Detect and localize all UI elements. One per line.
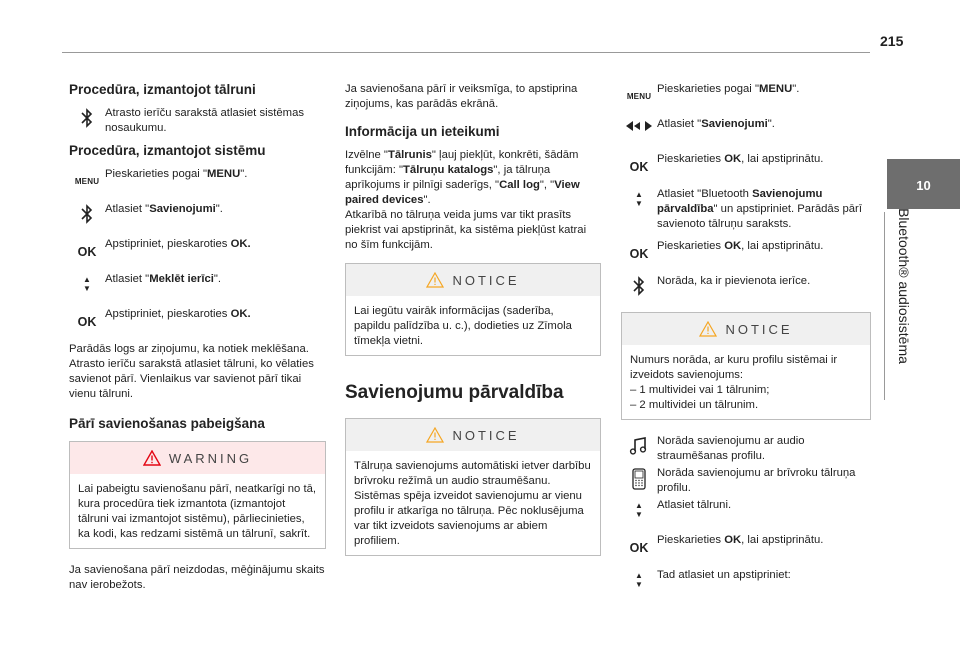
step-text-bold: OK. (230, 308, 251, 320)
warning-box (69, 441, 326, 549)
heading-pairing-end: Pārī savienošanas pabeigšana (69, 416, 265, 431)
info-text-bold: Tālruņu katalogs (403, 164, 494, 176)
notice-label: NOTICE (725, 321, 793, 337)
step-text: Norāda, ka ir pievienota ierīce. (657, 275, 811, 287)
notice-label: NOTICE (452, 427, 520, 443)
retry-paragraph: Ja savienošana pārī neizdodas, mēģinājumu skaits nav ierobežots. (69, 564, 325, 591)
bluetooth-icon (633, 276, 645, 296)
link-arrows-icon (625, 119, 653, 133)
info-text-bold: View paired devices (345, 179, 580, 206)
top-divider (62, 52, 870, 53)
info-text: ". (423, 194, 431, 206)
info-text: ", ja tālruņa aprīkojums ir pilnīgi saderīgs, " (345, 164, 551, 191)
step-text: Atlasiet " (657, 118, 702, 130)
chapter-title-text: Bluetooth® audiosistēma (896, 208, 912, 364)
step-text-bold: Savienojumi (701, 118, 768, 130)
step-4 (69, 272, 326, 300)
notice-box-3 (621, 312, 871, 420)
heading-connection-management: Savienojumu pārvaldība (345, 382, 564, 403)
step-text: , lai apstiprinātu. (741, 240, 824, 252)
info-text-bold: Tālrunis (387, 149, 432, 161)
heading-info: Informācija un ieteikumi (345, 124, 500, 139)
step-2 (69, 202, 326, 230)
notice-text: Sistēmas spēja izveidot savienojumu ar vienu profilu ir atkarīga no tālruņa. Pēc noklusējuma var tikt izveidots savienojums ar abiem profiliem. (354, 490, 584, 547)
phone-handset-icon (632, 468, 646, 490)
step-text: ". (767, 118, 775, 130)
chapter-tab: 10 (887, 159, 960, 209)
step-text-bold: Savienojumu pārvaldība (657, 188, 823, 215)
notice-list-item: – 1 multividei vai 1 tālrunim; (630, 384, 770, 396)
step-confirm (621, 533, 871, 561)
step-text-bold: MENU (758, 83, 793, 95)
info-text: Atkarībā no tālruņa veida jums var tikt prasīts piekrist vai apstiprināt, ka sistēma piekļūst katrai no šīm funkcijām. (345, 209, 587, 251)
chapter-title (884, 208, 912, 372)
bluetooth-icon (81, 204, 93, 224)
step-text: ". (240, 168, 248, 180)
info-paragraph (345, 148, 601, 253)
info-text-bold: Call log (499, 179, 540, 191)
heading-system-procedure: Procedūra, izmantojot sistēmu (69, 143, 266, 158)
ok-icon: OK (77, 245, 97, 259)
step-text: , lai apstiprinātu. (741, 153, 824, 165)
info-text: ", " (539, 179, 555, 191)
info-text: " ļauj piekļūt, konkrēti, šādām funkcijām: " (345, 149, 579, 176)
heading-phone-procedure: Procedūra, izmantojot tālruni (69, 82, 256, 97)
step-text: ". (792, 83, 800, 95)
step-text: Pieskarieties (657, 534, 725, 546)
notice-box-1 (345, 263, 601, 356)
step-1 (621, 82, 871, 110)
step-text-bold: OK (724, 240, 742, 252)
step-text-bold: Meklēt ierīci (149, 273, 214, 285)
step-text: Atlasiet " (105, 203, 150, 215)
step-phone-select (69, 106, 326, 136)
step-4 (621, 187, 871, 232)
step-text: Pieskarieties (657, 240, 725, 252)
up-down-arrows-icon: ▲ ▼ (635, 501, 643, 519)
step-text-bold: MENU (206, 168, 241, 180)
ok-icon: OK (77, 315, 97, 329)
bluetooth-icon (81, 108, 93, 128)
warning-triangle-icon (143, 450, 161, 466)
page-number: 215 (880, 33, 904, 49)
ok-icon: OK (629, 160, 649, 174)
up-down-arrows-icon: ▲ ▼ (635, 190, 643, 208)
step-3 (69, 237, 326, 265)
music-note-icon (629, 436, 649, 456)
step-text: Atlasiet "Bluetooth (657, 188, 753, 200)
step-select-phone (621, 498, 871, 526)
step-text: Pieskarieties pogai " (657, 83, 759, 95)
step-1 (69, 167, 326, 195)
step-text-bold: OK (724, 534, 742, 546)
warning-text: Lai pabeigtu savienošanu pārī, neatkarīgi no tā, kura procedūra tiek izmantota (izmantojot tālruni vai izmantojot sistēmu), pārliecinieties, ka kodi, kas redzami sistēmā un tālrunī, sakrīt. (78, 483, 317, 540)
notice-triangle-icon (426, 272, 444, 288)
notice-list-item: – 2 multividei un tālrunim. (630, 399, 759, 411)
menu-icon: MENU (626, 92, 652, 101)
step-text: Norāda savienojumu ar brīvroku tālruņa profilu. (657, 467, 856, 494)
step-5 (69, 307, 326, 335)
success-paragraph: Ja savienošana pārī ir veiksmīga, to apstiprina ziņojums, kas parādās ekrānā. (345, 83, 578, 110)
step-text: Apstipriniet, pieskaroties (105, 238, 231, 250)
column-3 (621, 82, 871, 603)
step-final (621, 568, 871, 596)
step-text: ". (213, 273, 222, 285)
warning-label: WARNING (168, 450, 253, 466)
step-text: Pieskarieties (657, 153, 725, 165)
step-text: Atlasiet " (105, 273, 150, 285)
step-5 (621, 239, 871, 267)
up-down-arrows-icon: ▲ ▼ (83, 275, 91, 293)
ok-icon: OK (629, 541, 649, 555)
step-3 (621, 152, 871, 180)
info-text: Izvēlne " (345, 149, 388, 161)
search-info-paragraph: Parādās logs ar ziņojumu, ka notiek meklēšana. Atrasto ierīču sarakstā atlasiet tālruni, ko vēlaties savienot pārī. Vienlaikus var savienot pārī tikai vienu tālruni. (69, 343, 314, 400)
notice-text: Lai iegūtu vairāk informācijas (saderība, papildu palīdzība u. c.), dodieties uz Zīmola tīmekļa vietni. (354, 305, 572, 347)
step-2 (621, 117, 871, 145)
step-text: Atlasiet tālruni. (657, 499, 732, 511)
step-text: , lai apstiprinātu. (741, 534, 824, 546)
step-text: Atrasto ierīču sarakstā atlasiet sistēmas nosaukumu. (105, 107, 305, 134)
step-text: Pieskarieties pogai " (105, 168, 207, 180)
menu-icon: MENU (74, 177, 100, 186)
step-handsfree-profile (621, 466, 871, 496)
step-text-bold: OK. (230, 238, 251, 250)
notice-box-2 (345, 418, 601, 556)
notice-label: NOTICE (452, 272, 520, 288)
step-text: ". (215, 203, 223, 215)
step-text: " un apstipriniet. Parādās pārī savienoto tālruņu saraksts. (657, 203, 862, 230)
ok-icon: OK (629, 247, 649, 261)
column-2 (345, 82, 601, 570)
notice-text: Tālruņa savienojums automātiski ietver darbību brīvroku režīmā un audio straumēšanu. (354, 460, 591, 487)
up-down-arrows-icon: ▲ ▼ (635, 571, 643, 589)
step-text: Tad atlasiet un apstipriniet: (657, 569, 791, 581)
step-text: Apstipriniet, pieskaroties (105, 308, 231, 320)
notice-triangle-icon (426, 427, 444, 443)
notice-text: Numurs norāda, ar kuru profilu sistēmai ir izveidots savienojums: (630, 354, 838, 381)
notice-triangle-icon (699, 321, 717, 337)
step-text-bold: OK (724, 153, 742, 165)
step-text-bold: Savienojumi (149, 203, 216, 215)
step-audio-profile (621, 434, 871, 464)
column-1 (69, 82, 326, 601)
step-text: Norāda savienojumu ar audio straumēšanas profilu. (657, 435, 805, 462)
step-6 (621, 274, 871, 302)
